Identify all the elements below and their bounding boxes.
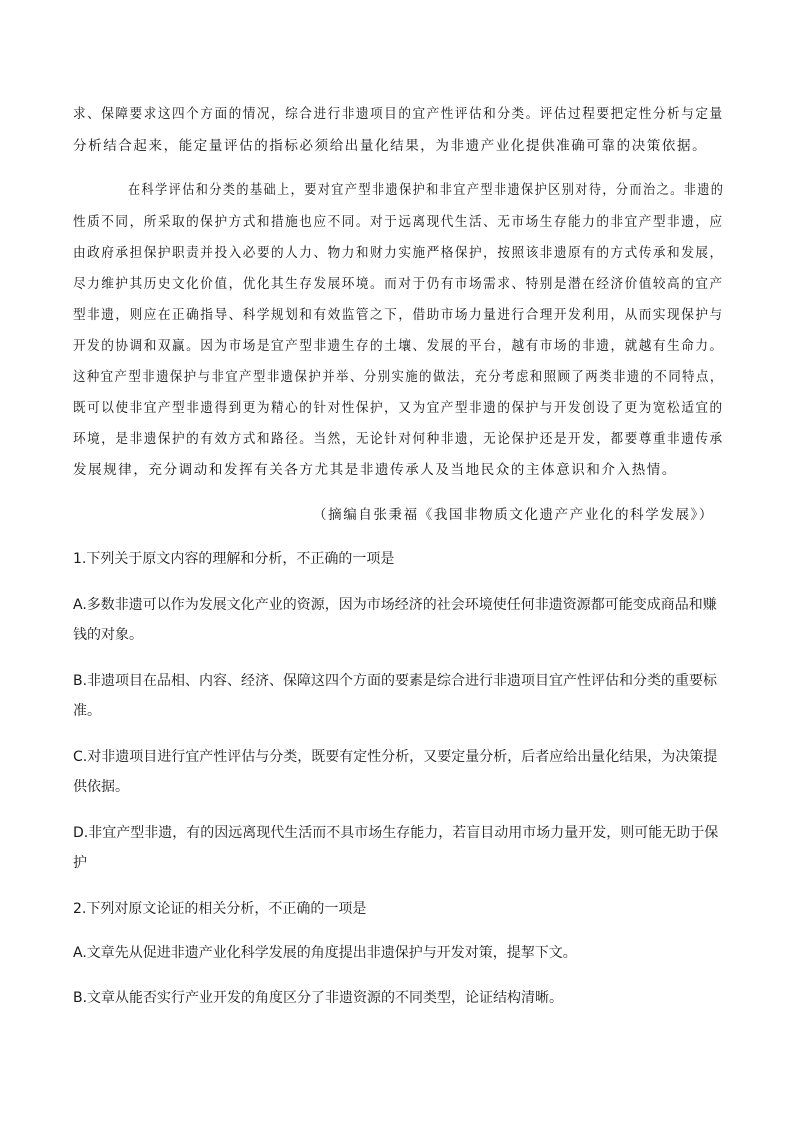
para2-line-9: 环境，是非遗保护的有效方式和路径。当然，无论针对何种非遗，无论保护还是开发，都要尊重非遗传承: [73, 431, 724, 447]
question-1-stem: 1.下列关于原文内容的理解和分析，不正确的一项是: [73, 551, 395, 567]
para2-line-8: 既可以使非宜产型非遗得到更为精心的针对性保护，又为宜产型非遗的保护与开发创设了更为宽松适宜的: [73, 400, 724, 416]
q1-option-b-line-1: B.非遗项目在品相、内容、经济、保障这四个方面的要素是综合进行非遗项目宜产性评估和分类的重要标: [73, 673, 718, 689]
q1-option-a-line-2: 钱的对象。: [73, 627, 143, 643]
para2-line-2: 性质不同，所采取的保护方式和措施也应不同。对于远离现代生活、无市场生存能力的非宜产型非遗，应: [73, 214, 724, 230]
para2-line-3: 由政府承担保护职责并投入必要的人力、物力和财力实施严格保护，按照该非遗原有的方式传承和发展，: [73, 245, 724, 261]
para1-line-2: 分析结合起来，能定量评估的指标必须给出量化结果，为非遗产业化提供准确可靠的决策依据。: [73, 138, 708, 154]
source-citation: （摘编自张秉福《我国非物质文化遗产产业化的科学发展》）: [313, 507, 714, 523]
para2-line-10: 发展规律，充分调动和发挥有关各方尤其是非遗传承人及当地民众的主体意识和介入热情。: [73, 462, 677, 478]
para2-line-7: 这种宜产型非遗保护与非宜产型非遗保护并举、分别实施的做法，充分考虑和照顾了两类非遗的不同特点，: [73, 369, 724, 385]
q1-option-c-line-2: 供依据。: [73, 779, 129, 795]
para2-line-1: 在科学评估和分类的基础上，要对宜产型非遗保护和非宜产型非遗保护区别对待，分而治之。非遗的: [128, 182, 725, 198]
q1-option-c-line-1: C.对非遗项目进行宜产性评估与分类，既要有定性分析，又要定量分析，后者应给出量化结果，为决策提: [73, 749, 718, 765]
q1-option-a-line-1: A.多数非遗可以作为发展文化产业的资源，因为市场经济的社会环境使任何非遗资源都可能变成商品和赚: [73, 597, 717, 613]
q1-option-d-line-2: 护: [73, 855, 87, 871]
question-2-stem: 2.下列对原文论证的相关分析，不正确的一项是: [73, 901, 367, 917]
para2-line-4: 尽力维护其历史文化价值，优化其生存发展环境。而对于仍有市场需求、特别是潜在经济价值较高的宜产: [73, 276, 724, 292]
para2-line-6: 开发的协调和双赢。因为市场是宜产型非遗生存的土壤、发展的平台，越有市场的非遗，就越有生命力。: [73, 338, 724, 354]
para2-line-5: 型非遗，则应在正确指导、科学规划和有效监管之下，借助市场力量进行合理开发利用，从而实现保护与: [73, 307, 724, 323]
q2-option-b: B.文章从能否实行产业开发的角度区分了非遗资源的不同类型，论证结构清晰。: [73, 990, 564, 1006]
para1-line-1: 求、保障要求这四个方面的情况，综合进行非遗项目的宜产性评估和分类。评估过程要把定性分析与定量: [73, 106, 724, 122]
q1-option-d-line-1: D.非宜产型非遗，有的因远离现代生活而不具市场生存能力，若盲目动用市场力量开发，则可能无助于保: [73, 825, 719, 841]
q2-option-a: A.文章先从促进非遗产业化科学发展的角度提出非遗保护与开发对策，提挈下文。: [73, 945, 577, 961]
q1-option-b-line-2: 准。: [73, 703, 101, 719]
